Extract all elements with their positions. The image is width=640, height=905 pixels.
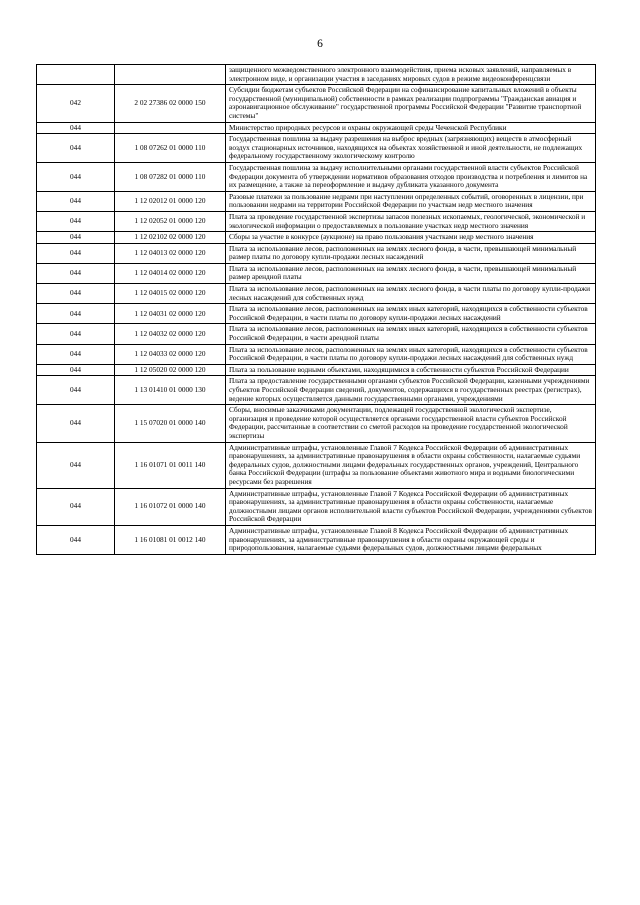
kbk-code-cell: 1 13 01410 01 0000 130 xyxy=(115,376,226,405)
admin-code-cell: 042 xyxy=(37,85,115,122)
table-row xyxy=(37,162,596,191)
description-cell: Государственная пошлина за выдачу разрешения на выброс вредных (загрязняющих) веществ в атмосферный воздух стационарных источников, находящихся на объектах хозяйственной и иной деятельности, не подлежащих федеральному государственному экологическому контролю xyxy=(226,134,596,163)
admin-code-cell: 044 xyxy=(37,134,115,163)
description-cell: Сборы, вносимые заказчиками документации, подлежащей государственной экологической экспертизе, организация и проведение которой осуществляется органами государственной власти субъектов Российской Федерации, рассчитанные в соответствии со сметой расходов на проведение государственной экологической экспертизы xyxy=(226,405,596,442)
table-row xyxy=(37,525,596,554)
kbk-code-cell: 1 12 04015 02 0000 120 xyxy=(115,284,226,304)
kbk-code-cell: 1 12 04032 02 0000 120 xyxy=(115,324,226,344)
description-cell: Государственная пошлина за выдачу исполнительными органами государственной власти субъектов Российской Федерации документа об утверждении нормативов образования отходов производства и потребления и лимитов на их размещение, а также за переоформление и выдачу дубликата указанного документа xyxy=(226,162,596,191)
description-cell: Плата за предоставление государственными органами субъектов Российской Федерации, казенными учреждениями субъектов Российской Федерации сведений, документов, содержащихся в государственных реестрах (регистрах), ведение которых осуществляется данными государственными органами, учреждениями xyxy=(226,376,596,405)
admin-code-cell: 044 xyxy=(37,191,115,211)
admin-code-cell: 044 xyxy=(37,344,115,364)
admin-code-cell: 044 xyxy=(37,488,115,525)
admin-code-cell: 044 xyxy=(37,263,115,283)
description-cell: Субсидии бюджетам субъектов Российской Федерации на софинансирование капитальных вложений в объекты государственной (муниципальной) собственности в рамках реализации подпрограммы "Гражданская авиация и аэронавигационное обслуживание" государственной программы Российской Федерации "Развитие транспортной системы" xyxy=(226,85,596,122)
admin-code-cell: 044 xyxy=(37,364,115,376)
kbk-code-cell: 1 12 04014 02 0000 120 xyxy=(115,263,226,283)
admin-code-cell: 044 xyxy=(37,162,115,191)
description-cell: Министерство природных ресурсов и охраны окружающей среды Чеченской Республики xyxy=(226,122,596,134)
table-row xyxy=(37,65,596,85)
description-cell: Плата за использование лесов, расположенных на землях лесного фонда, в части платы по договору купли-продажи лесных насаждений для собственных нужд xyxy=(226,284,596,304)
kbk-code-cell: 1 12 02052 01 0000 120 xyxy=(115,211,226,231)
description-cell: Административные штрафы, установленные Главой 7 Кодекса Российской Федерации об административных правонарушениях, за административные правонарушения в области охраны собственности, налагаемые судьями федеральных судов, должностными лицами федеральных государственных органов, учреждений, Центрального банка Российской Федерации (штрафы за пользование объектами животного мира и водными биологическими ресурсами без разрешения xyxy=(226,442,596,488)
admin-code-cell: 044 xyxy=(37,442,115,488)
table-body xyxy=(37,65,596,555)
kbk-code-cell xyxy=(115,65,226,85)
table-row xyxy=(37,134,596,163)
table-row xyxy=(37,376,596,405)
description-cell: Плата за использование лесов, расположенных на землях лесного фонда, в части, превышающей минимальный размер платы по договору купли-продажи лесных насаждений xyxy=(226,243,596,263)
table-row xyxy=(37,324,596,344)
kbk-code-cell: 1 08 07262 01 0000 110 xyxy=(115,134,226,163)
kbk-code-cell: 1 12 02102 02 0000 120 xyxy=(115,232,226,244)
admin-code-cell: 044 xyxy=(37,122,115,134)
kbk-code-cell: 1 12 04033 02 0000 120 xyxy=(115,344,226,364)
table-row xyxy=(37,232,596,244)
kbk-code-cell: 1 12 04013 02 0000 120 xyxy=(115,243,226,263)
kbk-code-cell: 2 02 27386 02 0000 150 xyxy=(115,85,226,122)
description-cell: Административные штрафы, установленные Главой 8 Кодекса Российской Федерации об административных правонарушениях, за административные правонарушения в области охраны окружающей среды и природопользования, налагаемые судьями федеральных судов, должностными лицами федеральных xyxy=(226,525,596,554)
kbk-code-cell: 1 16 01081 01 0012 140 xyxy=(115,525,226,554)
description-cell: Административные штрафы, установленные Главой 7 Кодекса Российской Федерации об административных правонарушениях, за административные правонарушения в области охраны собственности, налагаемые должностными лицами органов исполнительной власти субъектов Российской Федерации, учреждениями субъектов Российской Федерации xyxy=(226,488,596,525)
description-cell: Плата за использование лесов, расположенных на землях иных категорий, находящихся в собственности субъектов Российской Федерации, в части арендной платы xyxy=(226,324,596,344)
kbk-code-cell: 1 12 05020 02 0000 120 xyxy=(115,364,226,376)
page-number: 6 xyxy=(317,38,323,50)
table-row xyxy=(37,284,596,304)
description-cell: Сборы за участие в конкурсе (аукционе) на право пользования участками недр местного значения xyxy=(226,232,596,244)
table-row xyxy=(37,488,596,525)
kbk-code-cell: 1 16 01071 01 0011 140 xyxy=(115,442,226,488)
description-cell: Разовые платежи за пользование недрами при наступлении определенных событий, оговоренных в лицензии, при пользовании недрами на территории Российской Федерации по участкам недр местного значения xyxy=(226,191,596,211)
table-row xyxy=(37,85,596,122)
description-cell: Плата за проведение государственной экспертизы запасов полезных ископаемых, геологической, экономической и экологической информации о предоставляемых в пользование участках недр местного значения xyxy=(226,211,596,231)
admin-code-cell: 044 xyxy=(37,405,115,442)
table-row xyxy=(37,243,596,263)
kbk-code-cell: 1 15 07020 01 0000 140 xyxy=(115,405,226,442)
table-row xyxy=(37,442,596,488)
table-row xyxy=(37,405,596,442)
admin-code-cell: 044 xyxy=(37,232,115,244)
description-cell: защищенного межведомственного электронного взаимодействия, приема исковых заявлений, направляемых в электронном виде, и организации участия в заседаниях мировых судов в режиме видеоконференцсвязи xyxy=(226,65,596,85)
budget-codes-table xyxy=(36,64,596,555)
description-cell: Плата за использование лесов, расположенных на землях лесного фонда, в части, превышающей минимальный размер арендной платы xyxy=(226,263,596,283)
admin-code-cell: 044 xyxy=(37,304,115,324)
description-cell: Плата за использование лесов, расположенных на землях иных категорий, находящихся в собственности субъектов Российской Федерации, в части платы по договору купли-продажи лесных насаждений xyxy=(226,304,596,324)
admin-code-cell: 044 xyxy=(37,284,115,304)
table-row xyxy=(37,263,596,283)
kbk-code-cell: 1 12 02012 01 0000 120 xyxy=(115,191,226,211)
table-row xyxy=(37,122,596,134)
admin-code-cell xyxy=(37,65,115,85)
admin-code-cell: 044 xyxy=(37,376,115,405)
kbk-code-cell: 1 12 04031 02 0000 120 xyxy=(115,304,226,324)
description-cell: Плата за пользование водными объектами, находящимися в собственности субъектов Российской Федерации xyxy=(226,364,596,376)
table-row xyxy=(37,191,596,211)
table-row xyxy=(37,344,596,364)
admin-code-cell: 044 xyxy=(37,324,115,344)
kbk-code-cell: 1 08 07282 01 0000 110 xyxy=(115,162,226,191)
kbk-code-cell: 1 16 01072 01 0000 140 xyxy=(115,488,226,525)
admin-code-cell: 044 xyxy=(37,243,115,263)
admin-code-cell: 044 xyxy=(37,525,115,554)
description-cell: Плата за использование лесов, расположенных на землях иных категорий, находящихся в собственности субъектов Российской Федерации, в части платы по договору купли-продажи лесных насаждений для собственных нужд xyxy=(226,344,596,364)
table-row xyxy=(37,364,596,376)
kbk-code-cell xyxy=(115,122,226,134)
admin-code-cell: 044 xyxy=(37,211,115,231)
table-row xyxy=(37,304,596,324)
table-row xyxy=(37,211,596,231)
